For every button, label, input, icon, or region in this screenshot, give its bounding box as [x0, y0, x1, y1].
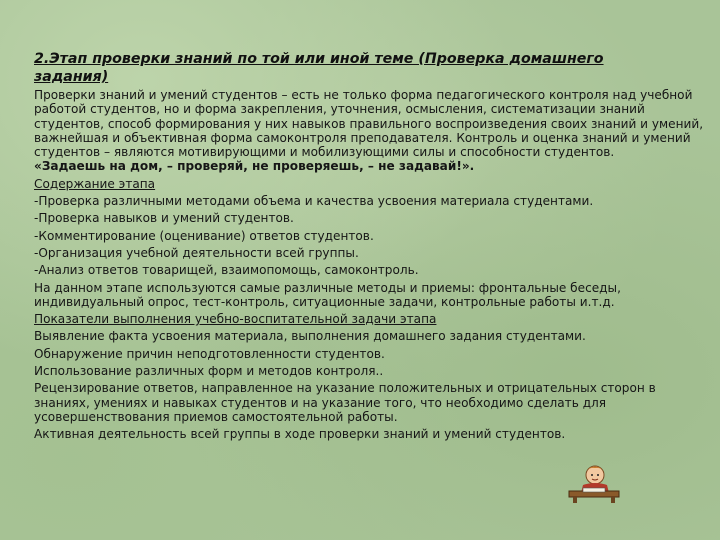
content-item: -Организация учебной деятельности всей группы. — [34, 245, 359, 260]
slide-title: 2.Этап проверки знаний по той или иной теме (Проверка домашнего задания) — [34, 51, 604, 85]
content-item: -Проверка различными методами объема и качества усвоения материала студентами. — [34, 194, 594, 209]
slide-body — [34, 88, 710, 442]
indicator-item: Обнаружение причин неподготовленности студентов. — [34, 346, 385, 361]
content-item: -Комментирование (оценивание) ответов студентов. — [34, 228, 374, 243]
methods-paragraph: На данном этапе используются самые различные методы и приемы: фронтальные беседы, индивидуальный опрос, тест-контроль, ситуационные задачи, контрольные работы и.т.д. — [34, 280, 621, 309]
student-at-desk-clipart — [565, 463, 623, 503]
indicator-item: Использование различных форм и методов контроля.. — [34, 364, 384, 379]
quote-line: «Задаешь на дом, – проверяй, не проверяешь, – не задавай!». — [34, 159, 475, 174]
indicator-item: Активная деятельность всей группы в ходе проверки знаний и умений студентов. — [34, 427, 566, 442]
indicator-item: Рецензирование ответов, направленное на указание положительных и отрицательных сторон в знаниях, умениях и навыках студентов и на указание того, что необходимо сделать для усовершенствования приемов самостоятельной работы. — [34, 381, 656, 424]
content-item: -Анализ ответов товарищей, взаимопомощь, самоконтроль. — [34, 263, 419, 278]
indicators-heading: Показатели выполнения учебно-воспитательной задачи этапа — [34, 312, 437, 327]
content-heading: Содержание этапа — [34, 176, 156, 191]
intro-paragraph: Проверки знаний и умений студентов – есть не только форма педагогического контроля над учебной работой студентов, но и форма закрепления, уточнения, осмысления, систематизации знаний студентов, способ формирования у них навыков правильного воспроизведения своих знаний и умений, важнейшая и объективная форма самоконтроля преподавателя. Контроль и оценка знаний и умений студентов – являются мотивирующими и мобилизующими силы и способности студентов. — [34, 88, 704, 160]
content-item: -Проверка навыков и умений студентов. — [34, 211, 294, 226]
slide-content — [34, 50, 710, 442]
indicator-item: Выявление факта усвоения материала, выполнения домашнего задания студентами. — [34, 329, 586, 344]
